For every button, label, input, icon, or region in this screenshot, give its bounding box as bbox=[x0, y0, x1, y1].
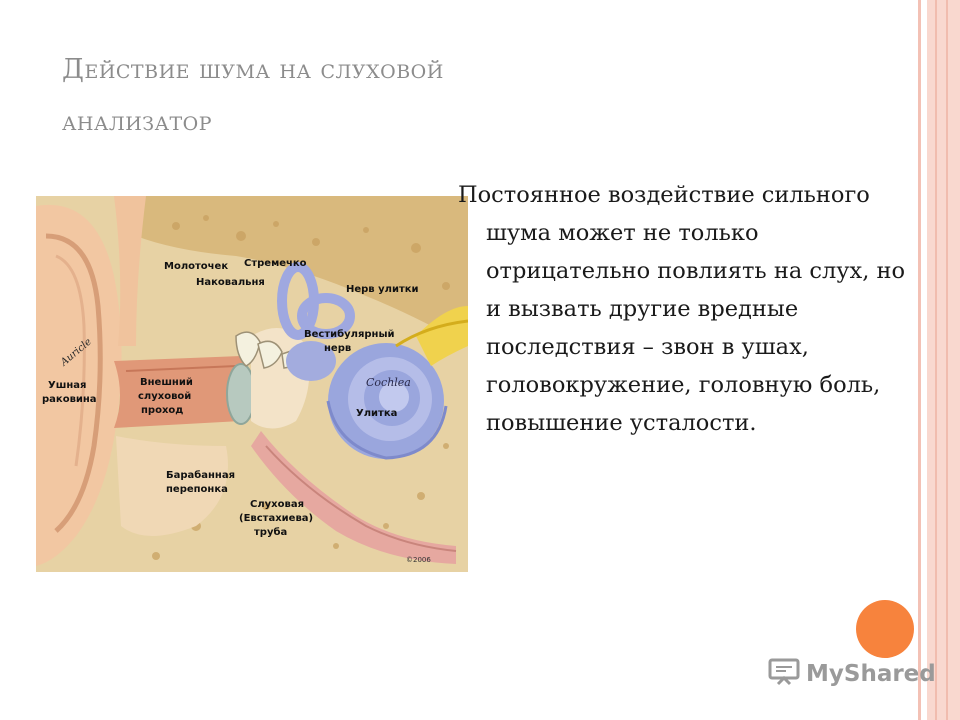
label-nerv-ulitki: Нерв улитки bbox=[346, 284, 419, 295]
label-auricle: Auricle bbox=[58, 336, 94, 369]
label-nakovalnya: Наковальня bbox=[196, 277, 265, 288]
presentation-screen-icon bbox=[768, 657, 800, 691]
label-ushnaya-1: Ушная bbox=[48, 380, 87, 391]
label-baraban-1: Барабанная bbox=[166, 470, 235, 481]
label-vestib-1: Вестибулярный bbox=[304, 329, 395, 340]
slide-body-text: Постоянное воздействие сильного шума может не только отрицательно повлиять на слух, но и вызвать другие вредные последствия – звон в ушах, головокружение, головную боль, повышение усталости. bbox=[458, 182, 906, 436]
label-vestib-2: нерв bbox=[324, 343, 352, 354]
label-vnesh-3: проход bbox=[141, 405, 184, 416]
slide-title-line2: анализатор bbox=[62, 106, 213, 137]
label-truba-1: Слуховая bbox=[250, 499, 304, 510]
label-truba-2: (Евстахиева) bbox=[239, 513, 314, 524]
brand-name: MyShared bbox=[806, 661, 936, 687]
label-vnesh-2: слуховой bbox=[138, 391, 192, 402]
label-cochlea: Cochlea bbox=[366, 376, 411, 389]
label-molotochek: Молоточек bbox=[164, 261, 229, 272]
right-border-band bbox=[927, 0, 960, 720]
right-border-line bbox=[946, 0, 948, 720]
right-border-line bbox=[935, 0, 937, 720]
label-baraban-2: перепонка bbox=[166, 484, 228, 495]
slide-title-line1: Действие шума на слуховой bbox=[62, 54, 444, 85]
right-border-line bbox=[918, 0, 921, 720]
label-stremechko: Стремечко bbox=[244, 258, 307, 269]
label-ushnaya-2: раковина bbox=[42, 394, 97, 405]
label-truba-3: труба bbox=[254, 527, 288, 538]
label-vnesh-1: Внешний bbox=[140, 377, 193, 388]
ear-anatomy-illustration bbox=[36, 196, 468, 572]
slide-title bbox=[62, 44, 882, 148]
decorative-orange-dot bbox=[856, 600, 914, 658]
copyright-mark: ©2006 bbox=[406, 556, 431, 564]
label-ulitka: Улитка bbox=[356, 408, 398, 419]
brand-watermark bbox=[768, 656, 936, 692]
